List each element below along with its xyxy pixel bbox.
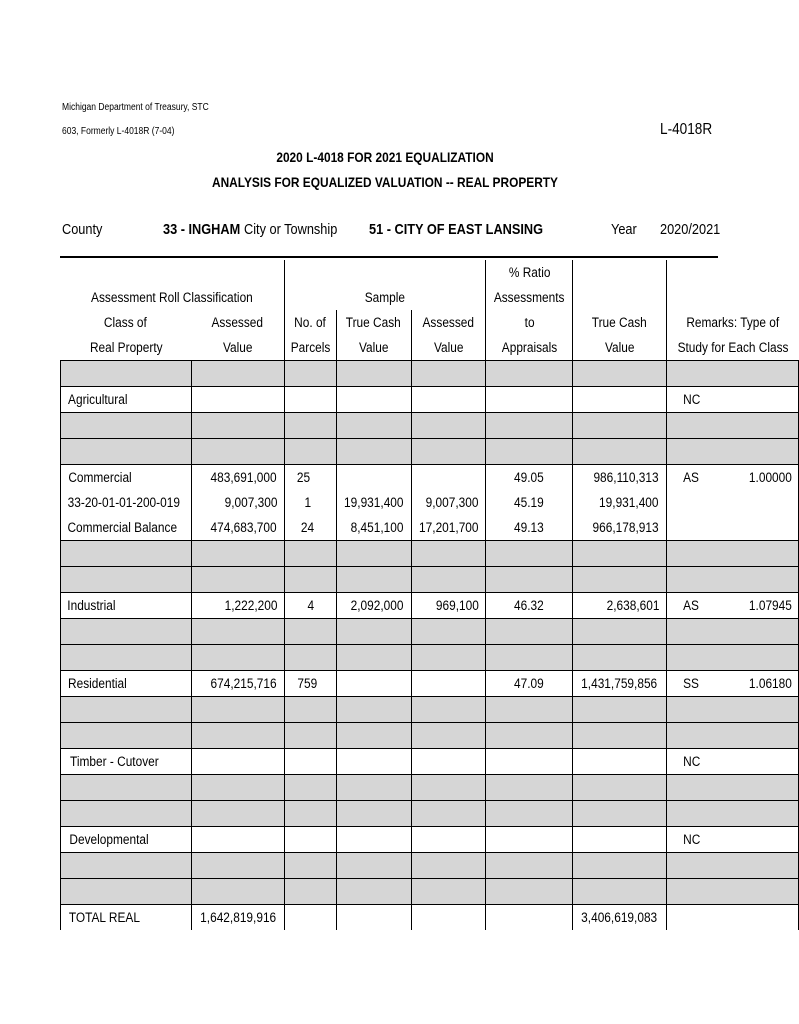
- year-value: 2020/2021: [660, 221, 721, 238]
- header-row-4: [61, 335, 799, 361]
- row-label: 33-20-01-01-200-019: [67, 495, 180, 510]
- spacer-row: [61, 853, 799, 879]
- col-study-label: Study for Each Class: [677, 340, 789, 355]
- study-type: AS: [682, 470, 699, 485]
- valuation-table: [60, 260, 799, 930]
- row-label: Residential: [68, 676, 127, 691]
- row-commercial-parcel: [61, 490, 799, 515]
- year-label: Year: [611, 221, 637, 238]
- true-cash-value: 966,178,913: [592, 520, 659, 535]
- assessed-value: 1,222,200: [224, 598, 278, 613]
- row-label: Commercial: [68, 470, 132, 485]
- row-developmental: [61, 827, 799, 853]
- ratio-value: 49.13: [514, 520, 545, 535]
- spacer-row: [61, 541, 799, 567]
- row-label: TOTAL REAL: [68, 910, 140, 925]
- spacer-row: [61, 723, 799, 749]
- col-no-of-label: No. of: [294, 315, 327, 330]
- row-residential: [61, 671, 799, 697]
- ratio-value: 47.09: [514, 676, 545, 691]
- col-to-label: to: [524, 315, 535, 330]
- row-label: Commercial Balance: [67, 520, 178, 535]
- row-industrial: [61, 593, 799, 619]
- assessed-value: 674,215,716: [210, 676, 277, 691]
- parcel-count: 759: [297, 676, 318, 691]
- col-true-cash-label: True Cash: [592, 315, 648, 330]
- city-label: City or Township: [244, 221, 338, 238]
- col-assessment-roll-label: Assessment Roll Classification: [91, 290, 254, 305]
- spacer-row: [61, 775, 799, 801]
- total-assessed-value: 1,642,819,916: [199, 910, 276, 925]
- parcel-count: 25: [296, 470, 311, 485]
- county-label: County: [62, 221, 103, 238]
- factor-value: 1.07945: [749, 598, 793, 613]
- study-type: NC: [682, 754, 701, 769]
- study-type: AS: [682, 598, 699, 613]
- row-agricultural: [61, 387, 799, 413]
- department-line: Michigan Department of Treasury, STC: [62, 102, 209, 113]
- study-type: NC: [682, 392, 701, 407]
- total-true-cash-value: 3,406,619,083: [581, 910, 658, 925]
- col-assessed-label: Assessed: [211, 315, 264, 330]
- col-remarks-label: Remarks: Type of: [686, 315, 780, 330]
- row-commercial-balance: [61, 515, 799, 541]
- sample-true-cash: 2,092,000: [351, 598, 404, 613]
- spacer-row: [61, 413, 799, 439]
- county-value: 33 - INGHAM: [163, 221, 241, 238]
- spacer-row: [61, 801, 799, 827]
- header-row-1: [61, 260, 799, 285]
- sample-assessed: 17,201,700: [418, 520, 479, 535]
- form-subtitle: ANALYSIS FOR EQUALIZED VALUATION -- REAL PROPERTY: [211, 174, 559, 190]
- row-label: Developmental: [69, 832, 149, 847]
- col-sample-label: Sample: [364, 290, 406, 305]
- city-value: 51 - CITY OF EAST LANSING: [369, 221, 544, 238]
- col-value-label: Value: [222, 340, 253, 355]
- assessed-value: 483,691,000: [210, 470, 277, 485]
- spacer-row: [61, 879, 799, 905]
- parcel-count: 1: [304, 495, 312, 510]
- parcel-count: 4: [307, 598, 314, 613]
- ratio-value: 46.32: [514, 598, 545, 613]
- spacer-row: [61, 619, 799, 645]
- sample-assessed: 969,100: [436, 598, 480, 613]
- col-sample-tcv-value-label: Value: [358, 340, 389, 355]
- col-class-label: Class of: [104, 315, 148, 330]
- row-label: Industrial: [67, 598, 116, 613]
- header-row-2: [61, 285, 799, 310]
- factor-value: 1.06180: [749, 676, 793, 691]
- ratio-value: 49.05: [514, 470, 545, 485]
- row-label: Timber - Cutover: [70, 754, 159, 769]
- col-appraisals-label: Appraisals: [501, 340, 557, 355]
- col-real-property-label: Real Property: [89, 340, 163, 355]
- row-label: Agricultural: [68, 392, 128, 407]
- col-ratio-label: % Ratio: [508, 265, 551, 280]
- assessed-value: 9,007,300: [224, 495, 278, 510]
- study-type: NC: [682, 832, 701, 847]
- sample-true-cash: 8,451,100: [351, 520, 404, 535]
- form-code: L-4018R: [660, 121, 713, 138]
- table-top-rule: [60, 256, 718, 258]
- col-assessments-label: Assessments: [493, 290, 565, 305]
- col-true-cash-value-label: Value: [604, 340, 635, 355]
- sample-assessed: 9,007,300: [425, 495, 479, 510]
- ratio-value: 45.19: [514, 495, 545, 510]
- col-parcels-label: Parcels: [290, 340, 331, 355]
- spacer-row: [61, 645, 799, 671]
- assessed-value: 474,683,700: [210, 520, 277, 535]
- spacer-row: [61, 439, 799, 465]
- factor-value: 1.00000: [749, 470, 793, 485]
- form-number-line: 603, Formerly L-4018R (7-04): [62, 126, 175, 137]
- row-commercial: [61, 465, 799, 491]
- col-sample-av-value-label: Value: [433, 340, 464, 355]
- true-cash-value: 986,110,313: [593, 470, 659, 485]
- true-cash-value: 2,638,601: [606, 598, 660, 613]
- true-cash-value: 1,431,759,856: [581, 676, 658, 691]
- form-title: 2020 L-4018 FOR 2021 EQUALIZATION: [276, 149, 494, 165]
- spacer-row: [61, 697, 799, 723]
- row-timber-cutover: [61, 749, 799, 775]
- col-sample-tcv-label: True Cash: [346, 315, 402, 330]
- spacer-row: [61, 361, 799, 387]
- sample-true-cash: 19,931,400: [344, 495, 404, 510]
- spacer-row: [61, 567, 799, 593]
- parcel-count: 24: [300, 520, 315, 535]
- true-cash-value: 19,931,400: [599, 495, 659, 510]
- study-type: SS: [682, 676, 699, 691]
- col-sample-av-label: Assessed: [422, 315, 475, 330]
- header-row-3: [61, 310, 799, 335]
- row-total-real: [61, 905, 799, 931]
